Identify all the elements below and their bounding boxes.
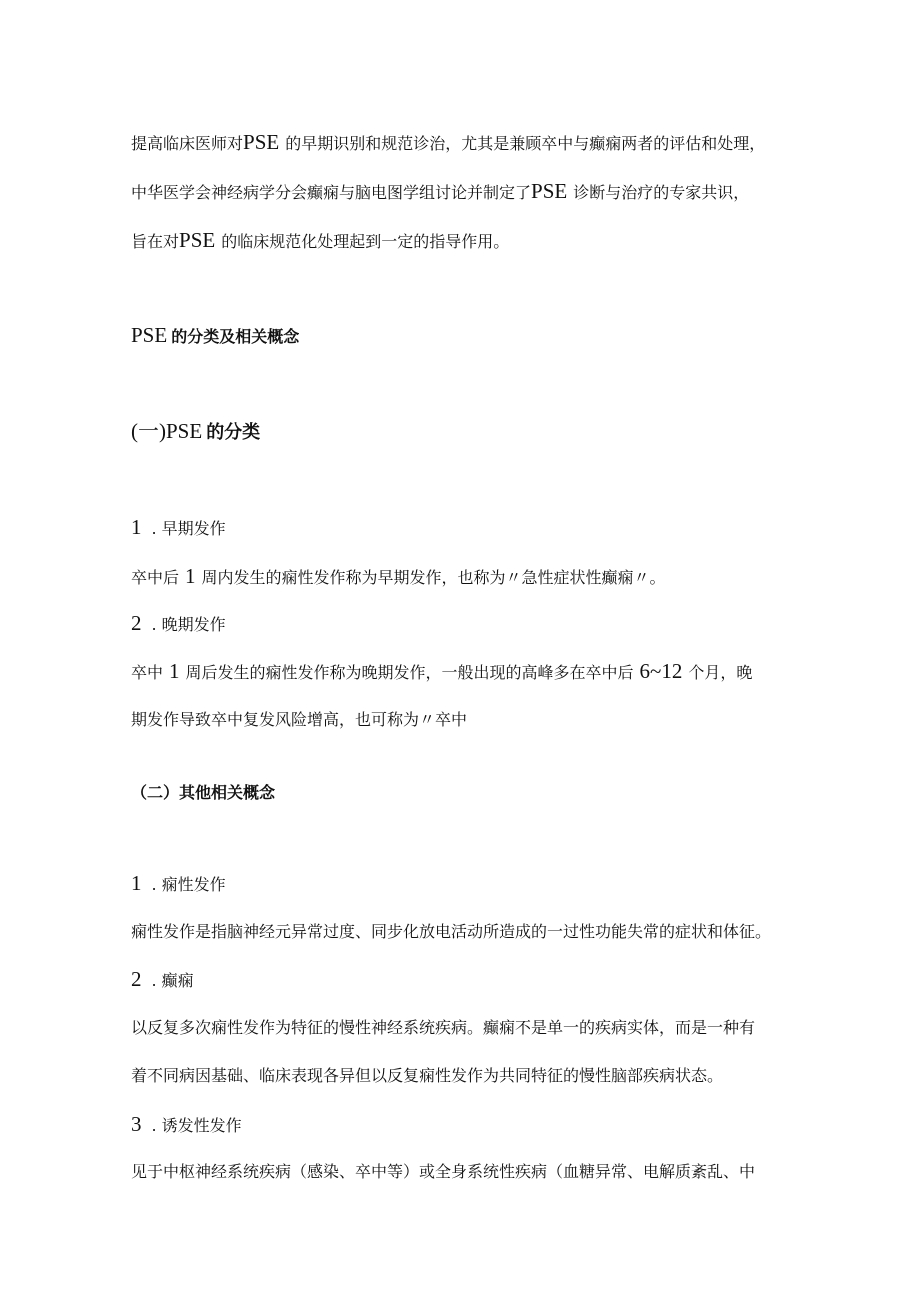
abbr-pse: PSE xyxy=(531,179,568,203)
item-text-late-seizure-line-1: 卒中 1 周后发生的痫性发作称为晚期发作，一般出现的高峰多在卒中后 6~12 个月，晚 xyxy=(131,659,753,683)
intro-paragraph-line-1: 提高临床医师对PSE 的早期识别和规范诊治，尤其是兼顾卒中与癫痫两者的评估和处理， xyxy=(131,130,766,154)
item-heading-provoked-seizure: 3 . 诱发性发作 xyxy=(131,1112,242,1136)
item-heading-epilepsy: 2 . 癫痫 xyxy=(131,967,194,991)
intro-paragraph-line-3: 旨在对PSE 的临床规范化处理起到一定的指导作用。 xyxy=(131,228,510,252)
abbr-pse: PSE xyxy=(243,130,280,154)
item-text-epilepsy-line-1: 以反复多次痫性发作为特征的慢性神经系统疾病。癫痫不是单一的疾病实体，而是一种有 xyxy=(131,1018,756,1037)
abbr-pse: PSE xyxy=(179,228,216,252)
item-heading-late-seizure: 2 . 晚期发作 xyxy=(131,611,226,635)
item-text-early-seizure: 卒中后 1 周内发生的痫性发作称为早期发作，也称为〃急性症状性癫痫〃。 xyxy=(131,564,666,588)
item-text-epileptic-seizure: 痫性发作是指脑神经元异常过度、同步化放电活动所造成的一过性功能失常的症状和体征。 xyxy=(131,922,772,941)
section-title: PSE 的分类及相关概念 xyxy=(131,323,300,347)
subsection-title-classification: (一)PSE 的分类 xyxy=(131,419,261,443)
intro-paragraph-line-2: 中华医学会神经病学分会癫痫与脑电图学组讨论并制定了PSE 诊断与治疗的专家共识， xyxy=(131,179,750,203)
item-text-late-seizure-line-2: 期发作导致卒中复发风险增高，也可称为〃卒中 xyxy=(131,710,468,729)
subsection-title-related-concepts: （二）其他相关概念 xyxy=(131,783,276,802)
item-text-provoked-seizure-line-1: 见于中枢神经系统疾病（感染、卒中等）或全身系统性疾病（血糖异常、电解质紊乱、中 xyxy=(131,1162,756,1181)
item-text-epilepsy-line-2: 着不同病因基础、临床表现各异但以反复痫性发作为共同特征的慢性脑部疾病状态。 xyxy=(131,1066,724,1085)
item-heading-epileptic-seizure: 1 . 痫性发作 xyxy=(131,871,226,895)
item-heading-early-seizure: 1 . 早期发作 xyxy=(131,515,226,539)
